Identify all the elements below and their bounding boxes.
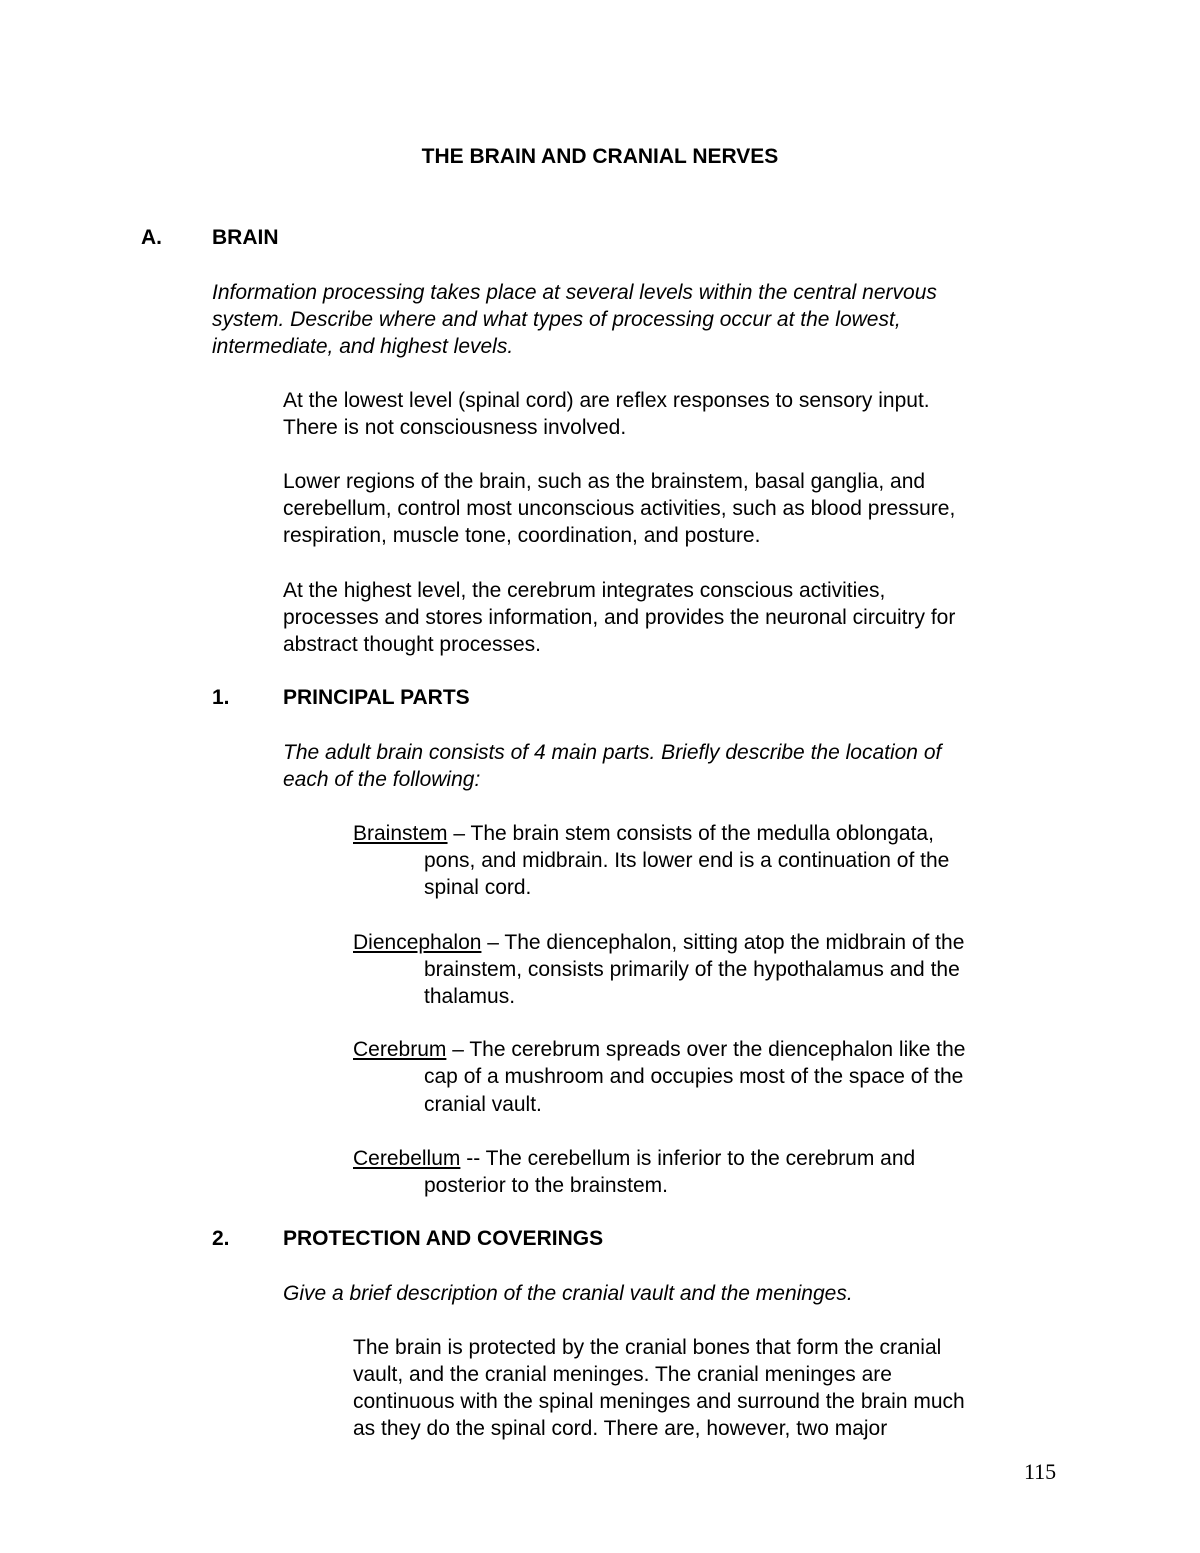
page-title: THE BRAIN AND CRANIAL NERVES	[421, 145, 779, 168]
part-description: – The diencephalon, sitting atop the midbrain of the	[481, 931, 965, 954]
part-entry-diencephalon	[353, 929, 964, 956]
part-entry-brainstem	[353, 820, 934, 847]
section-a-prompt-line: Information processing takes place at several levels within the central nervous	[212, 281, 937, 304]
answer-line: The brain is protected by the cranial bones that form the cranial	[353, 1336, 942, 1359]
answer-line: There is not consciousness involved.	[283, 416, 627, 439]
part-description-line: cap of a mushroom and occupies most of the space of the	[424, 1065, 964, 1088]
answer-line: cerebellum, control most unconscious activities, such as blood pressure,	[283, 497, 956, 520]
section-1-marker: 1.	[212, 686, 230, 709]
part-entry-cerebrum	[353, 1036, 965, 1063]
section-2-prompt: Give a brief description of the cranial vault and the meninges.	[283, 1282, 853, 1305]
section-1-heading: PRINCIPAL PARTS	[283, 686, 470, 709]
part-term: Brainstem	[353, 822, 448, 845]
answer-line: Lower regions of the brain, such as the brainstem, basal ganglia, and	[283, 470, 926, 493]
page-number: 115	[1024, 1459, 1057, 1484]
part-term: Diencephalon	[353, 931, 482, 954]
section-a-marker: A.	[141, 226, 162, 249]
part-term: Cerebrum	[353, 1038, 447, 1061]
section-1-prompt-line: each of the following:	[283, 768, 481, 791]
section-a-prompt-line: system. Describe where and what types of processing occur at the lowest,	[212, 308, 901, 331]
section-a-prompt-line: intermediate, and highest levels.	[212, 335, 514, 358]
answer-line: abstract thought processes.	[283, 633, 541, 656]
part-description-line: cranial vault.	[424, 1093, 542, 1116]
answer-line: At the lowest level (spinal cord) are reflex responses to sensory input.	[283, 389, 930, 412]
answer-line: continuous with the spinal meninges and surround the brain much	[353, 1390, 965, 1413]
part-description: – The brain stem consists of the medulla oblongata,	[447, 822, 934, 845]
part-description-line: pons, and midbrain. Its lower end is a continuation of the	[424, 849, 950, 872]
part-entry-cerebellum	[353, 1145, 915, 1172]
part-description: – The cerebrum spreads over the diencephalon like the	[446, 1038, 966, 1061]
answer-line: At the highest level, the cerebrum integrates conscious activities,	[283, 579, 886, 602]
answer-line: respiration, muscle tone, coordination, and posture.	[283, 524, 761, 547]
part-description: -- The cerebellum is inferior to the cerebrum and	[460, 1147, 916, 1170]
part-description-line: thalamus.	[424, 985, 516, 1008]
section-a-heading: BRAIN	[212, 226, 279, 249]
answer-line: vault, and the cranial meninges. The cranial meninges are	[353, 1363, 892, 1386]
section-2-marker: 2.	[212, 1227, 230, 1250]
answer-line: as they do the spinal cord. There are, however, two major	[353, 1417, 888, 1440]
answer-line: processes and stores information, and provides the neuronal circuitry for	[283, 606, 956, 629]
section-2-heading: PROTECTION AND COVERINGS	[283, 1227, 604, 1250]
part-term: Cerebellum	[353, 1147, 461, 1170]
section-1-prompt-line: The adult brain consists of 4 main parts. Briefly describe the location of	[283, 741, 942, 764]
part-description-line: posterior to the brainstem.	[424, 1174, 668, 1197]
part-description-line: spinal cord.	[424, 876, 532, 899]
part-description-line: brainstem, consists primarily of the hypothalamus and the	[424, 958, 960, 981]
